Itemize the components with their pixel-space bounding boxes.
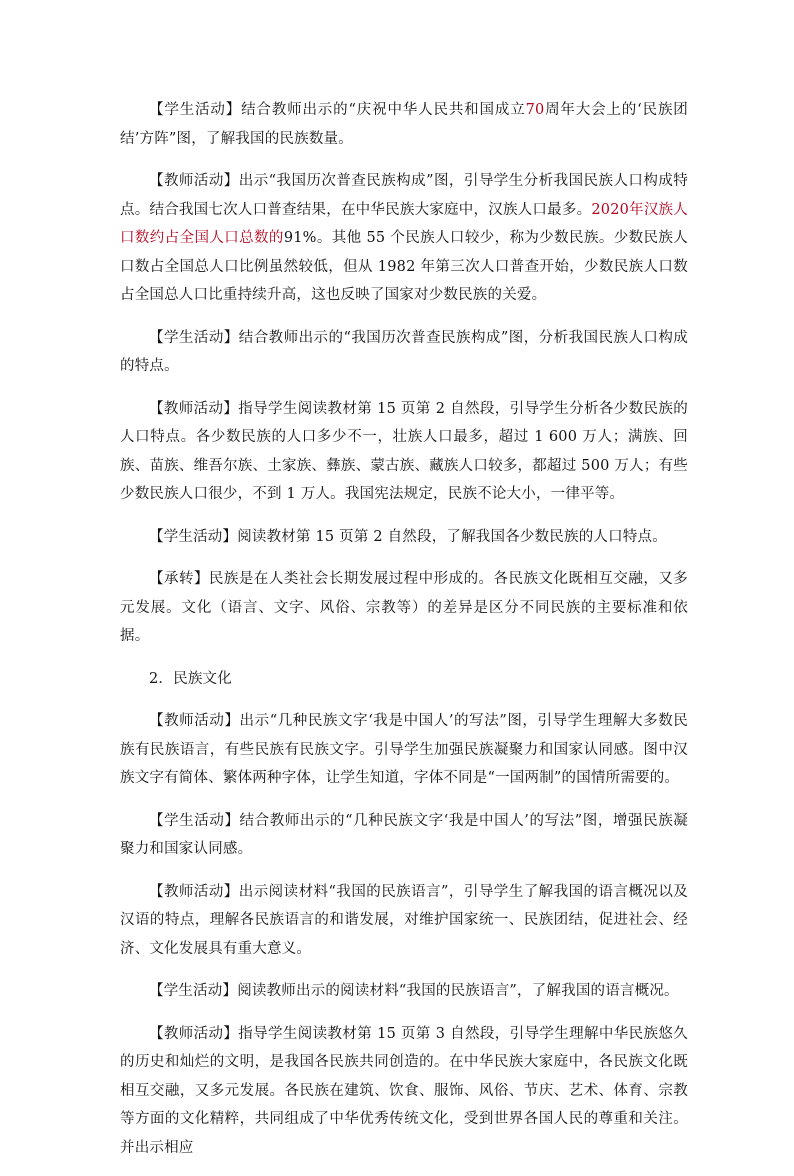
text-segment: 【学生活动】结合教师出示的“庆祝中华人民共和国成立	[149, 102, 526, 118]
highlighted-text: 年汉族人口数约占全国人口总数的	[120, 201, 688, 246]
highlighted-year: 2020	[591, 201, 630, 218]
highlighted-number: 70	[525, 102, 545, 118]
text-segment: 91%。其他 55 个民族人口较少，称为少数民族。少数民族人口数占全国总人口比例虽然较低，但从 1982 年第三次人口普查开始，少数民族人口数占全国总人口比重持续升高，这也反映了国家对少数民族的关爱。	[120, 230, 688, 303]
paragraph-transition: 【承转】民族是在人类社会长期发展过程中形成的。各民族文化既相互交融，又多元发展。文化（语言、文字、风俗、宗教等）的差异是区分不同民族的主要标准和依据。	[120, 571, 688, 644]
paragraph-teacher-activity-2: 【教师活动】指导学生阅读教材第 15 页第 2 自然段，引导学生分析各少数民族的人口特点。各少数民族的人口多少不一，壮族人口最多，超过 1 600 万人；满族、回族、苗族、维吾尔族、土家族、彝族、蒙古族、藏族人口较多，都超过 500 万人；有些少数民族人口很少，不到 1 万人。我国宪法规定，民族不论大小，一律平等。	[120, 400, 689, 502]
document-body	[120, 96, 688, 1176]
paragraph-teacher-activity-4: 【教师活动】出示阅读材料“我国的民族语言”，引导学生了解我国的语言概况以及汉语的特点，理解各民族语言的和谐发展，对维护国家统一、民族团结，促进社会、经济、文化发展具有重大意义。	[120, 883, 688, 957]
paragraph-teacher-activity-5: 【教师活动】指导学生阅读教材第 15 页第 3 自然段，引导学生理解中华民族悠久的历史和灿烂的文明，是我国各民族共同创造的。在中华民族大家庭中，各民族文化既相互交融，又多元发展。各民族在建筑、饮食、服饰、风俗、节庆、艺术、体育、宗教等方面的文化精粹，共同组成了中华优秀传统文化，受到世界各国人民的尊重和关注。并出示相应	[120, 1025, 689, 1156]
paragraph-student-activity-4: 【学生活动】结合教师出示的“几种民族文字‘我是中国人’的写法”图，增强民族凝聚力和国家认同感。	[120, 812, 688, 857]
paragraph-student-activity-1	[120, 96, 688, 153]
section-heading: 2．民族文化	[149, 670, 232, 687]
text-segment: 周年大会上的‘民族团结’方阵”图，了解我国的民族数量。	[120, 102, 688, 147]
paragraph-teacher-activity-3: 【教师活动】出示“几种民族文字‘我是中国人’的写法”图，引导学生理解大多数民族有民族语言，有些民族有民族文字。引导学生加强民族凝聚力和国家认同感。图中汉族文字有简体、繁体两种字体，让学生知道，字体不同是“一国两制”的国情所需要的。	[120, 713, 688, 786]
paragraph-student-activity-5: 【学生活动】阅读教师出示的阅读材料“我国的民族语言”，了解我国的语言概况。	[149, 983, 679, 999]
paragraph-teacher-activity-1	[120, 167, 688, 310]
paragraph-student-activity-2: 【学生活动】结合教师出示的“我国历次普查民族构成”图，分析我国民族人口构成的特点。	[120, 329, 688, 374]
text-segment: 【教师活动】出示“我国历次普查民族构成”图，引导学生分析我国民族人口构成特点。结合我国七次人口普查结果，在中华民族大家庭中，汉族人口最多。	[120, 173, 688, 218]
paragraph-student-activity-3: 【学生活动】阅读教材第 15 页第 2 自然段，了解我国各少数民族的人口特点。	[149, 528, 667, 545]
